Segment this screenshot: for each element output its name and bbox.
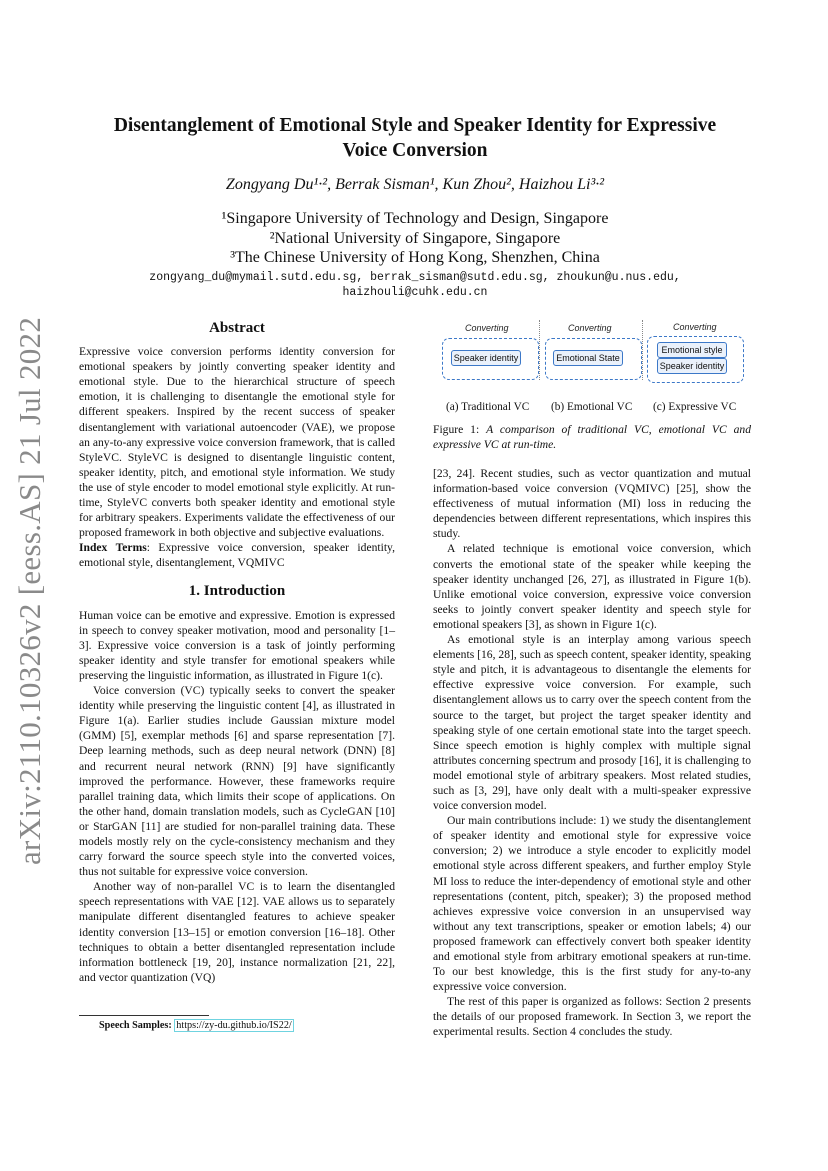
panel-c-converting: Converting: [673, 322, 717, 332]
intro-paragraph-1: Human voice can be emotive and expressive. Emotion is expressed in speech to convey speaker motivation, mood and personality [1–3]. Expressive voice conversion is a task of jointly performing speaker identity and style transfer for emotional speakers while preserving the linguistic information, as illustrated in Figure 1(c).: [79, 608, 395, 682]
right-paragraph-2: A related technique is emotional voice conversion, which converts the emotional state of the speaker while keeping the speaker identity unchanged [26, 27], as illustrated in Figure 1(b). Unlike emotional voice conversion, expressive voice conversion seeks to jointly convert speaker identity and speech style for emotional speakers [3], as shown in Figure 1(c).: [433, 542, 751, 631]
right-paragraph-4: Our main contributions include: 1) we study the disentanglement of speaker identity and emotional style for expressive voice conversion; 2) we introduce a style encoder to explicitly model emotional style across different speakers, and further employ Style MI loss to reduce the inter-dependency of emotional style and other representations (content, pitch, speaker); 3) the proposed method achieves expressive voice conversion in an unsupervised way without any text transcriptions, speaker or emotion labels; 4) our proposed framework can effectively convert both speaker identity and emotional style from arbitrary emotional speakers at run-time. To our best knowledge, this is the first study for any-to-any expressive voice conversion.: [433, 814, 751, 994]
caption-c: (c) Expressive VC: [653, 401, 737, 413]
panel-b-converting: Converting: [568, 323, 612, 333]
figure-caption-text: A comparison of traditional VC, emotional VC and expressive VC at run-time.: [433, 423, 752, 452]
affiliation-1: ¹Singapore University of Technology and Design, Singapore: [221, 210, 609, 227]
right-paragraph-3: As emotional style is an interplay among various speech elements [16, 28], such as speech content, speaker identity, speaking style and pitch, it is advantageous to disentangle the elements for effective expressive voice conversion. For example, such disentanglement allows us to carry over the speech content from the source to the target, but project the target speaker identity and speaking style of one certain emotional state into the target speech. Since speech emotion is highly complex with multiple signal attributes concerning spectrum and prosody [16], it is challenging to model emotional style of arbitrary speakers. Most related studies, such as [3, 29], have only dealt with a multi-speaker expressive voice conversion model.: [433, 633, 751, 813]
panel-a-converting: Converting: [465, 323, 509, 333]
panel-c-speaker-identity: Speaker identity: [657, 358, 727, 374]
figure-caption-label: Figure 1:: [433, 423, 480, 436]
index-terms: [79, 540, 395, 570]
intro-heading: 1. Introduction: [188, 582, 286, 599]
caption-b: (b) Emotional VC: [551, 401, 633, 413]
affiliation-3: ³The Chinese University of Hong Kong, Shenzhen, China: [230, 249, 600, 266]
title-line-1: Disentanglement of Emotional Style and Speaker Identity for Expressive: [113, 115, 717, 136]
separator-ab: [539, 320, 540, 380]
index-terms-text: : Expressive voice conversion, speaker identity, emotional style, disentanglement, VQMIVC: [79, 541, 395, 570]
affiliations: [80, 209, 750, 268]
arxiv-sidebar-id: arXiv:2110.10326v2 [eess.AS] 21 Jul 2022: [12, 316, 47, 865]
intro-paragraph-2: Voice conversion (VC) typically seeks to convert the speaker identity while preserving the linguistic content [4], as illustrated in Figure 1(a). Earlier studies include Gaussian mixture model (GMM) [5], exemplar methods [6] and sparse representation [7]. Deep learning methods, such as deep neural network (DNN) [8] and recurrent neural network (RNN) [9] have significantly improved the performance. However, these frameworks require parallel training data, which limits their scope of applications. On the other hand, domain translation models, such as CycleGAN [10] or StarGAN [11] are studied for non-parallel training data. These models mostly rely on the cycle-consistency mechanism and they carry forward the source speech style into the converted voices, thus not suitable for expressive voice conversion.: [79, 684, 395, 879]
title-line-2: Voice Conversion: [342, 140, 488, 161]
panel-c-emotional-style: Emotional style: [657, 342, 727, 358]
intro-paragraph-3: Another way of non-parallel VC is to learn the disentangled speech representations with VAE [12]. VAE allows us to separately manipulate different disentangled features to achieve speaker identity conversion [13–15] or emotion conversion [16–18]. Other techniques to obtain a better disentangled representation include information bottleneck [19, 20], instance normalization [21, 22], and vector quantization (VQ): [79, 880, 395, 984]
footnote: [99, 1020, 399, 1031]
abstract-heading: Abstract: [209, 320, 265, 336]
emails: [80, 270, 750, 300]
panel-b-emotional-state: Emotional State: [553, 350, 623, 366]
affiliation-2: ²National University of Singapore, Singapore: [269, 229, 561, 247]
authors: Zongyang Du¹·², Berrak Sisman¹, Kun Zhou², Haizhou Li³·²: [225, 176, 605, 193]
footnote-label: Speech Samples:: [99, 1020, 172, 1031]
paper-title: [80, 113, 750, 163]
emails-line-1: zongyang_du@mymail.sutd.edu.sg, berrak_sisman@sutd.edu.sg, zhoukun@u.nus.edu,: [149, 271, 681, 284]
figure-caption: [433, 422, 751, 452]
right-paragraph-5: The rest of this paper is organized as follows: Section 2 presents the details of our proposed framework. In Section 3, we report the experimental results. Section 4 concludes the study.: [433, 995, 751, 1039]
right-column: [433, 466, 751, 1040]
right-paragraph-1: [23, 24]. Recent studies, such as vector quantization and mutual information-based voice conversion (VQMIVC) [25], show the effectiveness of mutual information (MI) loss in reducing the dependencies between different representations, which inspires this study.: [433, 467, 751, 541]
caption-a: (a) Traditional VC: [446, 401, 530, 413]
abstract-text: Expressive voice conversion performs identity conversion for emotional speakers by jointly converting speaker identity and emotional style. Due to the hierarchical structure of speech emotion, it is challenging to disentangle the emotional style for different speakers. Inspired by the recent success of speaker disentanglement with variational autoencoder (VAE), we propose an any-to-any expressive voice conversion framework, that is called StyleVC. StyleVC is designed to disentangle linguistic content, speaker identity, pitch, and emotional style information. We study the use of style encoder to model emotional style explicitly. At run-time, StyleVC converts both speaker identity and emotional style for arbitrary speakers. Experiments validate the effectiveness of our proposed framework in both objective and subjective evaluations.: [79, 345, 395, 540]
left-column: [79, 321, 395, 985]
separator-bc: [642, 320, 643, 380]
footnote-rule: [79, 1015, 209, 1016]
panel-a-speaker-identity: Speaker identity: [451, 350, 521, 366]
footnote-link[interactable]: https://zy-du.github.io/IS22/: [176, 1020, 292, 1031]
index-terms-label: Index Terms: [79, 541, 147, 555]
emails-line-2: haizhouli@cuhk.edu.cn: [342, 286, 488, 299]
